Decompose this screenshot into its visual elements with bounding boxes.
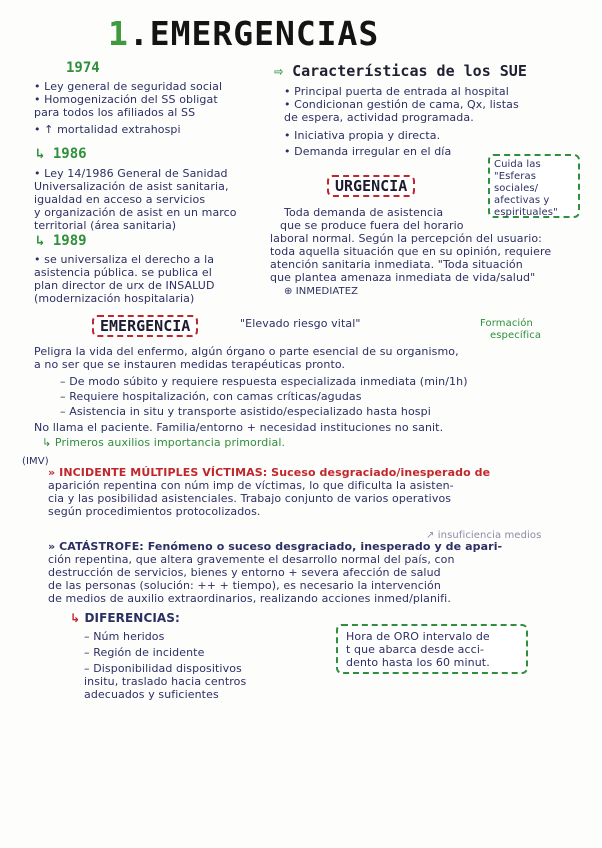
sue-bullets [284, 85, 519, 158]
title-number: 1 [108, 14, 129, 53]
text-line: según procedimientos protocolizados. [48, 505, 261, 518]
text-line: sociales/ [494, 183, 539, 194]
sue-heading-text: Características de los SUE [292, 62, 527, 80]
text-line: – Requiere hospitalización, con camas críticas/agudas [60, 390, 362, 403]
formacion-note [480, 318, 541, 342]
text-line: • Homogenización del SS obligat [34, 93, 218, 106]
insuficiencia-note: ↗ insuficiencia medios [426, 530, 542, 541]
year-1974: 1974 [66, 60, 100, 76]
text-line: ↳ Primeros auxilios importancia primordial. [42, 436, 286, 449]
diferencias-list [84, 630, 246, 701]
text-line: plan director de urx de INSALUD [34, 279, 215, 292]
text-line: Cuida las [494, 159, 541, 170]
list-item: – Núm heridos [84, 630, 165, 643]
text-line: aparición repentina con núm imp de víctimas, lo que dificulta la asisten- [48, 479, 454, 492]
text-line: • Condicionan gestión de cama, Qx, listas [284, 98, 519, 111]
block-1986 [34, 167, 237, 232]
list-item: – Disponibilidad dispositivos [84, 662, 242, 675]
year-label: 1989 [52, 233, 87, 249]
hora-de-oro-box [336, 624, 528, 674]
list-item: adecuados y suficientes [84, 688, 219, 701]
diferencias-heading-text: DIFERENCIAS: [84, 611, 180, 625]
text-line: dento hasta los 60 minut. [346, 656, 490, 669]
text-line: • se universaliza el derecho a la [34, 253, 215, 266]
text-line: • Principal puerta de entrada al hospital [284, 85, 509, 98]
text-line: Toda demanda de asistencia [284, 206, 444, 219]
page-title [108, 14, 379, 53]
text-line: Universalización de asist sanitaria, [34, 180, 229, 193]
text-line: Peligra la vida del enfermo, algún órgano o parte esencial de su organismo, [34, 345, 459, 358]
text-line: específica [490, 330, 542, 341]
text-line: – De modo súbito y requiere respuesta especializada inmediata (min/1h) [60, 375, 468, 388]
sue-heading [274, 62, 527, 80]
text-line: • Iniciativa propia y directa. [284, 129, 441, 142]
text-line: • ↑ mortalidad extrahospi [34, 123, 181, 136]
turn-arrow-icon: ↳ [36, 233, 45, 249]
text-line: de medios de auxilio extraordinarios, realizando acciones inmed/planifi. [48, 592, 451, 605]
text-line: Formación [480, 318, 533, 329]
turn-arrow-icon: ↳ [36, 146, 45, 162]
block-1974 [34, 80, 222, 136]
riesgo-vital-note: "Elevado riesgo vital" [240, 317, 361, 330]
text-line: – Asistencia in situ y transporte asistido/especializado hasta hospi [60, 405, 431, 418]
text-line: • Demanda irregular en el día [284, 145, 452, 158]
text-line: y organización de asist en un marco [34, 206, 237, 219]
text-line: que se produce fuera del horario [280, 219, 464, 232]
text-line: toda aquella situación que en su opinión, requiere [270, 245, 552, 258]
emergencia-definition [34, 345, 468, 449]
text-line: que plantea amenaza inmediata de vida/salud" [270, 271, 536, 284]
catastrofe-definition [48, 540, 502, 605]
text-line: igualdad en acceso a servicios [34, 193, 206, 206]
year-1986 [36, 146, 87, 162]
text-line: territorial (área sanitaria) [34, 219, 177, 232]
urgencia-label: URGENCIA [327, 175, 415, 197]
year-label: 1986 [52, 146, 87, 162]
emergencia-label: EMERGENCIA [92, 315, 198, 337]
imv-tag: (IMV) [22, 456, 49, 467]
text-line: cia y las posibilidad asistenciales. Trabajo conjunto de varios operativos [48, 492, 452, 505]
text-line: para todos los afiliados al SS [34, 106, 196, 119]
text-line: • Ley 14/1986 General de Sanidad [34, 167, 228, 180]
text-line: No llama el paciente. Familia/entorno + necesidad instituciones no sanit. [34, 421, 444, 434]
text-line: destrucción de servicios, bienes y entorno + severa afección de salud [48, 566, 441, 579]
text-line: t que abarca desde acci- [346, 643, 485, 656]
text-line: • Ley general de seguridad social [34, 80, 223, 93]
text-line: espirituales" [494, 207, 558, 218]
block-1989 [34, 253, 215, 305]
text-line: afectivas y [494, 195, 550, 206]
right-arrow-icon: ⇨ [274, 62, 284, 80]
text-line: de espera, actividad programada. [284, 111, 474, 124]
text-line: atención sanitaria inmediata. "Toda situación [270, 258, 523, 271]
year-1989 [36, 233, 87, 249]
text-line: a no ser que se instauren medidas terapéuticas pronto. [34, 358, 346, 371]
list-item: – Región de incidente [84, 646, 205, 659]
text-line: (modernización hospitalaria) [34, 292, 195, 305]
imv-definition [48, 466, 490, 518]
text-line: "Esferas [494, 171, 537, 182]
text-line: Hora de ORO intervalo de [346, 630, 490, 643]
urgencia-definition [270, 206, 551, 284]
list-item: insitu, traslado hacia centros [84, 675, 247, 688]
catastrofe-heading: » CATÁSTROFE: Fenómeno o suceso desgraciado, inesperado y de apari- [48, 540, 503, 553]
imv-heading: » INCIDENTE MÚLTIPLES VÍCTIMAS: Suceso desgraciado/inesperado de [48, 466, 491, 479]
inmediatez-note: ⊕ INMEDIATEZ [284, 286, 359, 297]
text-line: de las personas (solución: ++ + tiempo), es necesario la intervención [48, 579, 441, 592]
turn-arrow-icon: ↳ [70, 611, 81, 625]
title-text: .EMERGENCIAS [128, 14, 380, 53]
text-line: asistencia pública. se publica el [34, 266, 212, 279]
text-line: laboral normal. Según la percepción del usuario: [270, 232, 542, 245]
diferencias-heading [70, 612, 180, 625]
text-line: ción repentina, que altera gravemente el desarrollo normal del país, con [48, 553, 455, 566]
